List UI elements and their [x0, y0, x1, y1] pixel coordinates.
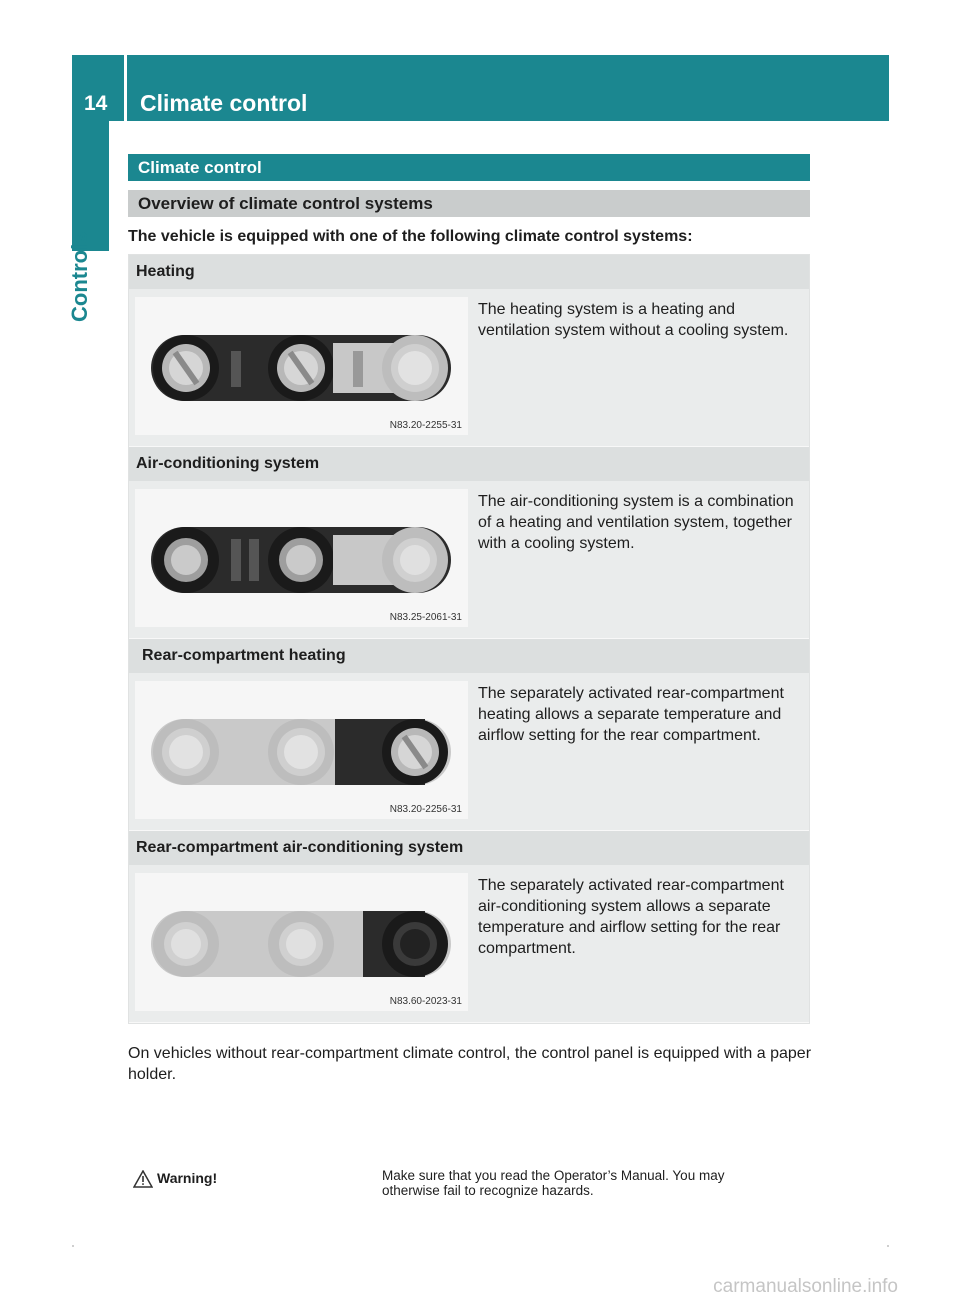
- system-heading: Air-conditioning system: [129, 447, 809, 481]
- system-description: The separately activated rear-compartment air-conditioning system allows a separate temperature and airflow setting for the rear compartment.: [478, 877, 784, 957]
- system-row: [129, 865, 809, 1023]
- rear-heating-panel-image: [135, 681, 468, 819]
- image-code: N83.60-2023-31: [389, 996, 462, 1007]
- header-separator: [124, 55, 127, 121]
- system-heading: Rear-compartment air-conditioning system: [129, 831, 809, 865]
- corner-mark: [72, 1245, 74, 1247]
- image-code: N83.25-2061-31: [389, 612, 462, 623]
- system-row: [129, 673, 809, 831]
- image-code: N83.20-2256-31: [389, 804, 462, 815]
- system-description: The separately activated rear-compartment heating allows a separate temperature and airflow setting for the rear compartment.: [478, 685, 784, 744]
- page-number: 14: [84, 92, 108, 115]
- section-title: Climate control: [128, 154, 810, 181]
- section-subtitle: Overview of climate control systems: [128, 190, 810, 217]
- system-description: The heating system is a heating and ventilation system without a cooling system.: [478, 301, 789, 339]
- watermark: carmanualsonline.info: [713, 1276, 898, 1297]
- warning-text: Make sure that you read the Operator’s Manual. You may otherwise fail to recognize hazards.: [382, 1168, 725, 1198]
- heating-panel-image: [135, 297, 468, 435]
- image-code: N83.20-2255-31: [389, 420, 462, 431]
- intro-text: The vehicle is equipped with one of the following climate control systems:: [128, 228, 693, 245]
- header-title: Climate control: [140, 90, 308, 116]
- rear-ac-panel-image: [135, 873, 468, 1011]
- system-row: [129, 481, 809, 639]
- warning-triangle-icon: [133, 1170, 153, 1193]
- footer-paragraph: On vehicles without rear-compartment climate control, the control panel is equipped with a paper holder.: [128, 1045, 812, 1083]
- ac-panel-image: [135, 489, 468, 627]
- corner-mark: [887, 1245, 889, 1247]
- systems-table: [128, 254, 810, 1024]
- side-tab-label: Controls: [67, 231, 92, 322]
- warning-label: Warning!: [157, 1170, 218, 1186]
- system-heading: Rear-compartment heating: [129, 639, 809, 673]
- system-description: The air-conditioning system is a combination of a heating and ventilation system, together with a cooling system.: [478, 493, 794, 552]
- system-row: [129, 289, 809, 447]
- system-heading: Heating: [129, 255, 809, 289]
